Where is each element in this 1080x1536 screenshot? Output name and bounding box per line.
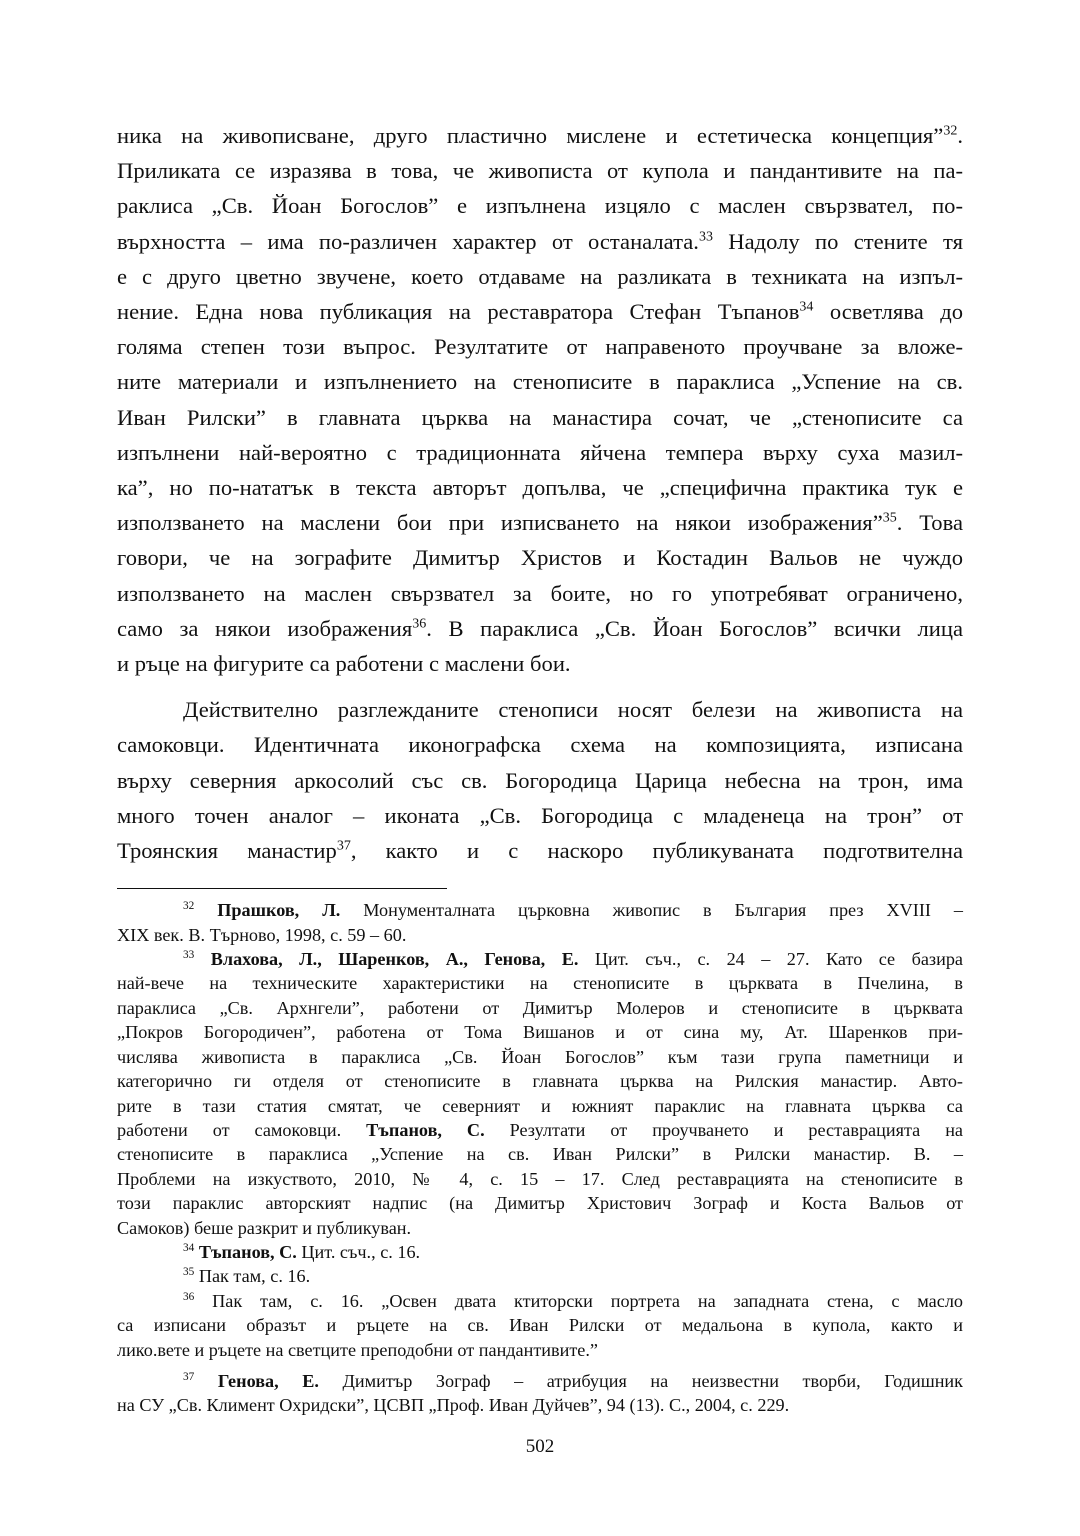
text-line: само за някои изображения$^{36}$. В параклиса „Св. Йоан Богослов” всички лица	[117, 615, 963, 641]
footnote-ref[interactable]: 36	[412, 616, 427, 632]
text-line: използването на маслен свързвател за боите, но го употребяват ограничено,	[117, 580, 963, 606]
text-line: изпълнени най-вероятно с традиционната яйчена темпера върху суха мазил-	[117, 439, 963, 465]
footnote-ref[interactable]: 37	[336, 838, 351, 854]
text-line: ка”, но по-нататък в текста авторът допълва, че „специфична практика тук е	[117, 475, 963, 501]
text-line: ните материали и изпълнението на стенописите в параклиса „Успение на св.	[117, 369, 963, 395]
text-line: върхността – има по-различен характер от останалата.$^{33}$ Надолу по стените тя	[117, 228, 963, 254]
page-content	[117, 118, 963, 1418]
text-line: голяма степен този въпрос. Резултатите от направеното проучване за вложе-	[117, 334, 963, 360]
text-line: Приликата се изразява в това, че живописта от купола и пандантивите на па-	[117, 158, 963, 184]
text-line: ника на живописване, друго пластично мислене и естетическа концепция”$^{32}$.	[117, 123, 963, 148]
footnotes	[117, 898, 963, 1418]
footnote-author: Влахова, Л., Шаренков, А., Генова, Е.	[210, 949, 579, 970]
text-line: нение. Една нова публикация на реставратора Стефан Тъпанов$^{34}$ осветлява до	[117, 299, 963, 325]
text-line: Иван Рилски” в главната църква на манастира сочат, че „стенописите са	[117, 404, 963, 430]
footnote-author: Прашков, Л.	[217, 900, 341, 921]
footnote-33: $^{33}$ Влахова, Л., Шаренков, А., Генова, Е. Цит. съч., с. 24 – 27. Като се базира най-вече на техническите характеристики на стенописите в църквата в Пчелина, в параклиса „Св. Архнгели”, работени от Димитър Молеров и стенописите в църквата „Покров Богородичен”, работена от Тома Вишанов и от сина му, Ат. Шаренков при- числява живописта в параклиса „Св. Йоан Богослов” към тази група паметници и категорично ги отделя от стенописите в главната църква на Рилския манастир. Авто- рите в тази статия смятат, че северният и южният параклис на главната църква са работени от самоковци. Тъпанов, С. Резултати от проучването и реставрацията на стенописите в параклиса „Успение на св. Иван Рилски” в Рилски манастир. В. – Проблеми на изкуството, 2010, № 4, с. 15 – 17. След реставрацията на стенописите в този параклис авторският надпис (на Димитър Христович Зограф и Коста Вальов от Самоков) беше разкрит и публикуван.	[117, 949, 964, 1238]
text-line: върху северния аркосолий със св. Богородица Царица небесна на трон, има	[117, 767, 963, 793]
text-line: използването на маслени бои при изписването на някои изображения”$^{35}$. Това	[117, 510, 963, 536]
footnote-number: 36	[183, 1290, 195, 1303]
footnote-number: 33	[183, 949, 195, 962]
paragraph-2	[117, 692, 963, 868]
footnote-number: 34	[183, 1241, 195, 1254]
footnote-author: Тъпанов, С.	[366, 1119, 485, 1140]
paragraph-1	[117, 118, 963, 681]
text-line: и ръце на фигурите са работени с маслени бои.	[117, 651, 571, 677]
footnote-separator	[117, 888, 447, 889]
footnote-35: $^{35}$ Пак там, с. 16.	[183, 1266, 311, 1287]
text-line: раклиса „Св. Йоан Богослов” е изпълнена изцяло с маслен свързвател, по-	[117, 193, 963, 219]
footnote-number: 37	[183, 1370, 195, 1383]
footnote-author: Генова, Е.	[217, 1370, 319, 1391]
footnote-ref[interactable]: 35	[882, 510, 897, 526]
footnote-ref[interactable]: 32	[943, 123, 958, 139]
footnote-ref[interactable]: 33	[698, 229, 713, 245]
footnote-32: $^{32}$ Прашков, Л. Монументалната църковна живопис в България през XVIII – XIX век. В. Търново, 1998, с. 59 – 60.	[117, 900, 964, 945]
footnote-number: 32	[183, 900, 195, 913]
spacer	[117, 1362, 963, 1369]
text-line: е с друго цветно звучене, което отдаваме на разликата в техниката на изпъл-	[117, 263, 963, 289]
text-line: Действително разглежданите стенописи носят белези на живописта на	[183, 697, 963, 723]
text-line: говори, че на зографите Димитър Христов и Костадин Вальов не чуждо	[117, 545, 963, 571]
footnote-number: 35	[183, 1266, 195, 1279]
text-line: самоковци. Идентичната иконографска схема на композицията, изписана	[117, 732, 963, 758]
footnote-37: $^{37}$ Генова, Е. Димитър Зограф – атрибуция на неизвестни творби, Годишник на СУ „Св. Климент Охридски”, ЦСВП „Проф. Иван Дуйчев”, 94 (13). С., 2004, с. 229.	[117, 1370, 964, 1416]
page-number: 502	[525, 1436, 555, 1457]
footnote-36: $^{36}$ Пак там, с. 16. „Освен двата ктиторски портрета на западната стена, с масло са изписани образът и ръцете на св. Иван Рилски от медальона в купола, както и лико.вете и ръцете на светците преподобни от пандантивите.”	[117, 1290, 963, 1360]
text-line: много точен аналог – иконата „Св. Богородица с младенеца на трон” от	[117, 802, 963, 828]
footnote-author: Тъпанов, С.	[198, 1241, 297, 1262]
footnote-ref[interactable]: 34	[799, 299, 814, 315]
text-line: Троянския манастир$^{37}$, както и с наскоро публикуваната подготвителна	[117, 838, 963, 864]
footnote-34: $^{34}$ Тъпанов, С. Цит. съч., с. 16.	[183, 1241, 421, 1262]
